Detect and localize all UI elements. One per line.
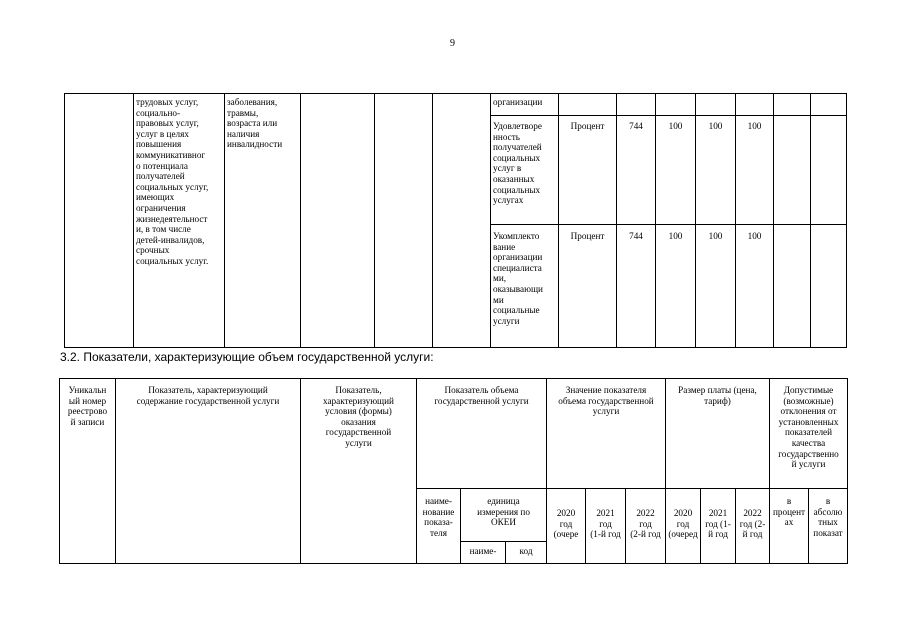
subheader-fee-2021: 2021 год (1- й год: [705, 508, 731, 540]
header-conditions-indicator: Показатель, характеризующий условия (формы) оказания государственной услуги: [323, 385, 394, 448]
indicator-code: 744: [629, 121, 643, 131]
value-2022: 100: [747, 231, 762, 241]
services-description: трудовых услуг, социально- правовых услуг, услуг в целях повышения коммуникативног о потенциала получателей социальных услуг, имеющих ограничения жизнедеятельност и, в том числе детей-инвалидов, срочных социальных услуг.: [136, 97, 209, 266]
subheader-indicator-name: наиме- нование показа- теля: [422, 496, 455, 538]
header-fee: Размер платы (цена, тариф): [678, 385, 757, 406]
subheader-value-2022: 2022 год (2-й год: [630, 508, 661, 540]
subheader-deviation-absolute: в абсолю тных показат: [813, 496, 843, 538]
indicator-name: Укомплекто вание организации специалиста ми, оказывающи ми социальные услуги: [493, 231, 543, 326]
value-2022: 100: [747, 121, 762, 131]
subheader-unit-code: код: [519, 546, 533, 556]
subheader-value-2020: 2020 год (очере: [553, 508, 579, 540]
subheader-fee-2022: 2022 год (2- й год: [739, 508, 766, 540]
value-2021: 100: [708, 231, 723, 241]
header-volume-indicator: Показатель объема государственной услуги: [434, 385, 529, 406]
page-number: 9: [450, 38, 455, 49]
header-volume-value: Значение показателя объема государственной услуги: [558, 385, 654, 417]
indicator-code: 744: [629, 231, 643, 241]
subheader-fee-2020: 2020 год (очеред: [668, 508, 698, 540]
indicator-unit: Процент: [570, 231, 605, 241]
subheader-deviation-percent: в процент ах: [772, 496, 806, 528]
header-unique-number: Уникальн ый номер реестрово й записи: [67, 385, 108, 427]
indicator-unit: Процент: [570, 121, 605, 131]
subheader-okei-unit: единица измерения по ОКЕИ: [477, 496, 530, 528]
header-content-indicator: Показатель, характеризующий содержание государственной услуги: [136, 385, 280, 406]
indicator-name: организации: [493, 97, 543, 107]
value-2020: 100: [668, 121, 683, 131]
section-title: 3.2. Показатели, характеризующие объем государственной услуги:: [60, 350, 434, 364]
subheader-value-2021: 2021 год (1-й год: [590, 508, 621, 540]
header-deviation: Допустимые (возможные) отклонения от установленных показателей качества государственно й услуги: [778, 385, 839, 470]
indicator-name: Удовлетворе нность получателей социальных услуг в оказанных социальных услугах: [493, 121, 542, 206]
value-2020: 100: [668, 231, 683, 241]
value-2021: 100: [708, 121, 723, 131]
subheader-unit-name: наиме-: [469, 546, 497, 556]
conditions-description: заболевания, травмы, возраста или наличия инвалидности: [227, 97, 283, 150]
